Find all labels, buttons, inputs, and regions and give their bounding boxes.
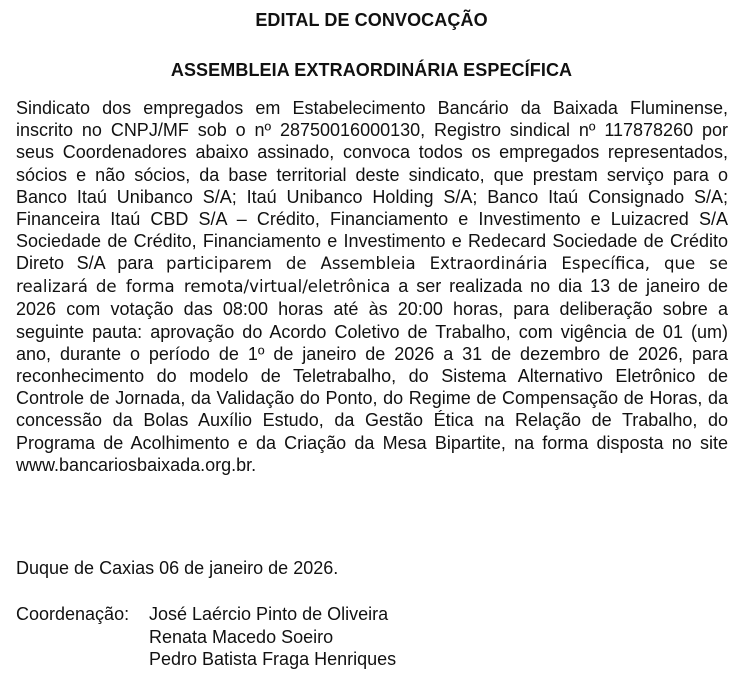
paragraph-part-1: Sindicato dos empregados em Estabelecimento Bancário da Baixada Fluminense, inscrito no CNPJ/MF sob o nº 28750016000130, Registro sindical nº 117878260 por seus Coordenadores abaixo assinado, convoca todos os empregados representados, sócios e não sócios, da base territorial deste sindicato, que prestam serviço para o Banco Itaú Unibanco S/A; Itaú Unibanco Holding S/A; Banco Itaú Consignado S/A; Financeira Itaú CBD S/A – Crédito, Financiamento e Investimento e Luizacred S/A Sociedade de Crédito, Financiamento e Investimento e Redecard Sociedade de Crédito Direto S/A para [16, 98, 728, 274]
coordinator-name: Pedro Batista Fraga Henriques [149, 649, 397, 669]
paragraph-part-4: a ser realizada no dia 13 de janeiro de 2026 com votação das 08:00 horas até às 20:00 horas, para deliberação sobre a seguinte pauta: aprovação do Acordo Coletivo de Trabalho, com vigência de 01 (um) ano, durante o período de 1º de janeiro de 2026 a 31 de dezembro de 2026, para reconhecimento do modelo de Teletrabalho, do Sistema Alternativo Eletrônico de Controle de Jornada, da Validação do Ponto, do Regime de Compensação de Horas, da concessão da Bolas Auxílio Estudo, da Gestão Ética na Relação de Trabalho, do Programa de Acolhimento e da Criação da Mesa Bipartite, na forma disposta no site www.bancariosbaixada.org.br. [16, 276, 728, 475]
document-subtitle: ASSEMBLEIA EXTRAORDINÁRIA ESPECÍFICA [170, 60, 573, 80]
coordinator-name: Renata Macedo Soeiro [149, 626, 334, 647]
coordinator-names [149, 603, 396, 671]
coordination-label: Coordenação: [16, 604, 130, 624]
document-title: EDITAL DE CONVOCAÇÃO [255, 10, 488, 30]
date-line: Duque de Caxias 06 de janeiro de 2026. [16, 558, 339, 578]
convocation-paragraph [16, 97, 728, 476]
coordinator-name: José Laércio Pinto de Oliveira [149, 604, 389, 624]
paragraph-part-3: de forma remota/virtual/eletrônica [95, 277, 391, 297]
paragraph-part-2: participarem de Assembleia Extraordinária Específica, que se realizará [16, 254, 728, 297]
